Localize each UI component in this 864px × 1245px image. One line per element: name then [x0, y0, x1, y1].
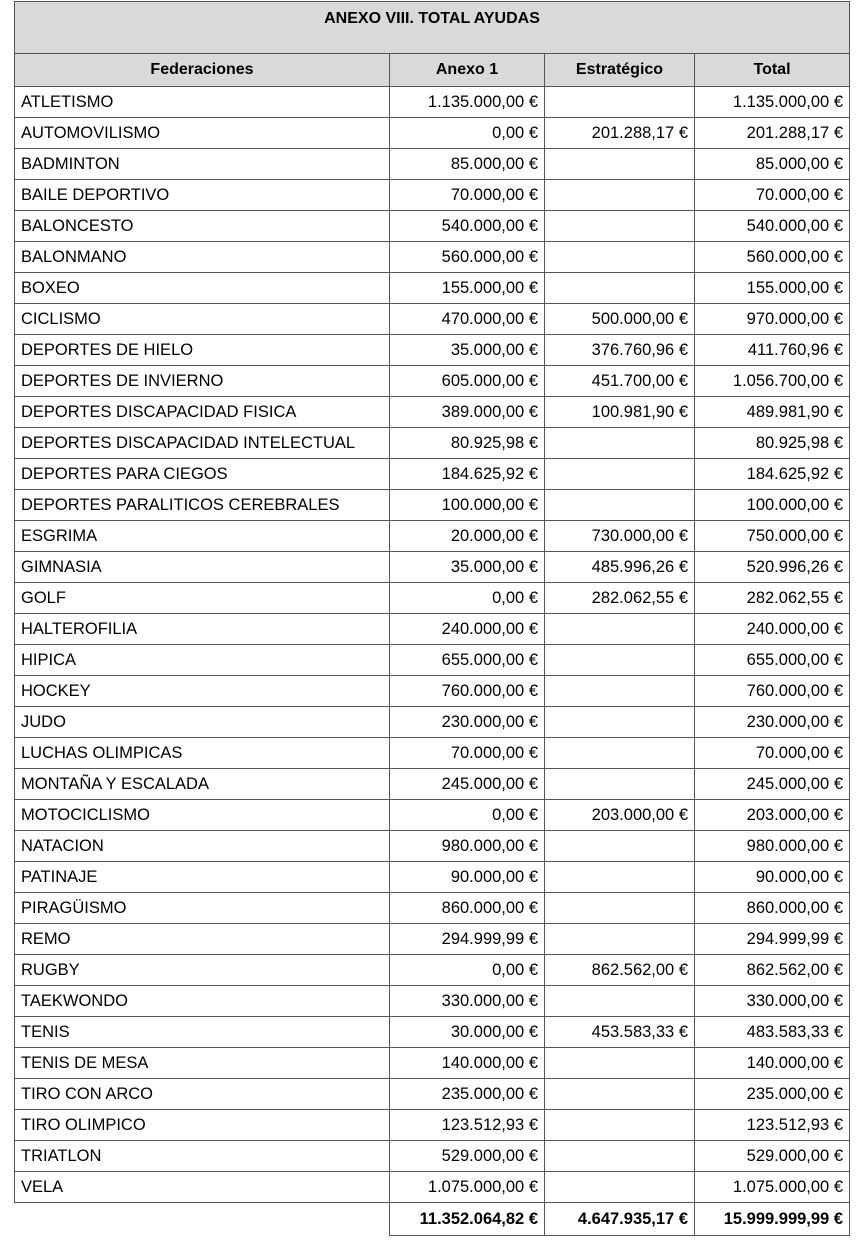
estrategico-cell [545, 273, 695, 304]
table-row [15, 118, 850, 149]
federacion-cell: BAILE DEPORTIVO [15, 180, 390, 211]
total-cell: 201.288,17 € [695, 118, 850, 149]
estrategico-cell: 453.583,33 € [545, 1017, 695, 1048]
federacion-cell: HALTEROFILIA [15, 614, 390, 645]
table-row [15, 1172, 850, 1203]
anexo-1-cell: 140.000,00 € [390, 1048, 545, 1079]
total-cell: 235.000,00 € [695, 1079, 850, 1110]
anexo-1-cell: 70.000,00 € [390, 180, 545, 211]
annex-document [14, 1, 849, 1236]
total-cell: 750.000,00 € [695, 521, 850, 552]
federacion-cell: TENIS [15, 1017, 390, 1048]
table-row [15, 583, 850, 614]
estrategico-cell [545, 1141, 695, 1172]
estrategico-cell [545, 614, 695, 645]
table-row [15, 397, 850, 428]
total-cell: 100.000,00 € [695, 490, 850, 521]
estrategico-cell: 282.062,55 € [545, 583, 695, 614]
total-cell: 489.981,90 € [695, 397, 850, 428]
federacion-cell: BALONCESTO [15, 211, 390, 242]
federacion-cell: RUGBY [15, 955, 390, 986]
title-row [15, 2, 850, 54]
federacion-cell: ESGRIMA [15, 521, 390, 552]
anexo-1-cell: 1.135.000,00 € [390, 87, 545, 118]
anexo-1-cell: 155.000,00 € [390, 273, 545, 304]
anexo-1-cell: 0,00 € [390, 955, 545, 986]
anexo-1-cell: 470.000,00 € [390, 304, 545, 335]
anexo-1-cell: 294.999,99 € [390, 924, 545, 955]
table-row [15, 769, 850, 800]
estrategico-cell: 500.000,00 € [545, 304, 695, 335]
column-header-anexo-1: Anexo 1 [390, 54, 545, 87]
table-row [15, 149, 850, 180]
anexo-1-cell: 35.000,00 € [390, 552, 545, 583]
federacion-cell: AUTOMOVILISMO [15, 118, 390, 149]
table-row [15, 87, 850, 118]
table-row [15, 645, 850, 676]
total-anexo-1: 11.352.064,82 € [390, 1203, 545, 1236]
estrategico-cell [545, 211, 695, 242]
federacion-cell: BOXEO [15, 273, 390, 304]
table-row [15, 459, 850, 490]
anexo-1-cell: 240.000,00 € [390, 614, 545, 645]
total-cell: 760.000,00 € [695, 676, 850, 707]
anexo-1-cell: 30.000,00 € [390, 1017, 545, 1048]
estrategico-cell: 862.562,00 € [545, 955, 695, 986]
table-row [15, 924, 850, 955]
total-cell: 483.583,33 € [695, 1017, 850, 1048]
estrategico-cell: 203.000,00 € [545, 800, 695, 831]
total-cell: 970.000,00 € [695, 304, 850, 335]
estrategico-cell [545, 831, 695, 862]
federacion-cell: TENIS DE MESA [15, 1048, 390, 1079]
total-cell: 655.000,00 € [695, 645, 850, 676]
federacion-cell: DEPORTES DISCAPACIDAD INTELECTUAL [15, 428, 390, 459]
anexo-1-cell: 35.000,00 € [390, 335, 545, 366]
anexo-1-cell: 184.625,92 € [390, 459, 545, 490]
table-row [15, 211, 850, 242]
total-cell: 411.760,96 € [695, 335, 850, 366]
total-cell: 230.000,00 € [695, 707, 850, 738]
federacion-cell: BALONMANO [15, 242, 390, 273]
table-row [15, 614, 850, 645]
table-row [15, 273, 850, 304]
federacion-cell: TAEKWONDO [15, 986, 390, 1017]
table-title: ANEXO VIII. TOTAL AYUDAS [15, 2, 850, 54]
total-estrategico: 4.647.935,17 € [545, 1203, 695, 1236]
estrategico-cell [545, 242, 695, 273]
anexo-1-cell: 860.000,00 € [390, 893, 545, 924]
total-cell: 80.925,98 € [695, 428, 850, 459]
federacion-cell: MOTOCICLISMO [15, 800, 390, 831]
estrategico-cell [545, 769, 695, 800]
estrategico-cell [545, 862, 695, 893]
table-row [15, 490, 850, 521]
federacion-cell: BADMINTON [15, 149, 390, 180]
federacion-cell: TRIATLON [15, 1141, 390, 1172]
federacion-cell: MONTAÑA Y ESCALADA [15, 769, 390, 800]
total-cell: 155.000,00 € [695, 273, 850, 304]
total-cell: 85.000,00 € [695, 149, 850, 180]
federacion-cell: VELA [15, 1172, 390, 1203]
anexo-1-cell: 560.000,00 € [390, 242, 545, 273]
federacion-cell: NATACION [15, 831, 390, 862]
estrategico-cell [545, 1110, 695, 1141]
total-cell: 282.062,55 € [695, 583, 850, 614]
estrategico-cell: 201.288,17 € [545, 118, 695, 149]
anexo-1-cell: 90.000,00 € [390, 862, 545, 893]
table-row [15, 831, 850, 862]
column-header-estrategico: Estratégico [545, 54, 695, 87]
anexo-1-cell: 389.000,00 € [390, 397, 545, 428]
grand-total: 15.999.999,99 € [695, 1203, 850, 1236]
anexo-1-cell: 85.000,00 € [390, 149, 545, 180]
federacion-cell: TIRO CON ARCO [15, 1079, 390, 1110]
table-row [15, 986, 850, 1017]
table-row [15, 955, 850, 986]
table-row [15, 1110, 850, 1141]
estrategico-cell: 376.760,96 € [545, 335, 695, 366]
total-cell: 1.135.000,00 € [695, 87, 850, 118]
total-cell: 330.000,00 € [695, 986, 850, 1017]
anexo-1-cell: 529.000,00 € [390, 1141, 545, 1172]
anexo-1-cell: 605.000,00 € [390, 366, 545, 397]
federacion-cell: HOCKEY [15, 676, 390, 707]
table-row [15, 738, 850, 769]
anexo-1-cell: 0,00 € [390, 583, 545, 614]
anexo-1-cell: 1.075.000,00 € [390, 1172, 545, 1203]
estrategico-cell [545, 676, 695, 707]
estrategico-cell [545, 490, 695, 521]
estrategico-cell [545, 428, 695, 459]
totals-row [15, 1203, 850, 1236]
federacion-cell: DEPORTES DE HIELO [15, 335, 390, 366]
federacion-cell: GOLF [15, 583, 390, 614]
table-row [15, 707, 850, 738]
estrategico-cell [545, 149, 695, 180]
total-cell: 70.000,00 € [695, 738, 850, 769]
estrategico-cell [545, 180, 695, 211]
estrategico-cell: 485.996,26 € [545, 552, 695, 583]
anexo-1-cell: 0,00 € [390, 800, 545, 831]
federacion-cell: PIRAGÜISMO [15, 893, 390, 924]
estrategico-cell [545, 1048, 695, 1079]
total-cell: 184.625,92 € [695, 459, 850, 490]
table-row [15, 893, 850, 924]
table-row [15, 1141, 850, 1172]
aid-table [14, 1, 850, 1236]
table-row [15, 366, 850, 397]
total-cell: 980.000,00 € [695, 831, 850, 862]
table-row [15, 552, 850, 583]
estrategico-cell [545, 738, 695, 769]
total-cell: 529.000,00 € [695, 1141, 850, 1172]
anexo-1-cell: 80.925,98 € [390, 428, 545, 459]
anexo-1-cell: 330.000,00 € [390, 986, 545, 1017]
total-cell: 294.999,99 € [695, 924, 850, 955]
table-row [15, 1017, 850, 1048]
total-cell: 860.000,00 € [695, 893, 850, 924]
federacion-cell: CICLISMO [15, 304, 390, 335]
estrategico-cell [545, 1079, 695, 1110]
total-cell: 540.000,00 € [695, 211, 850, 242]
table-row [15, 242, 850, 273]
federacion-cell: REMO [15, 924, 390, 955]
table-row [15, 521, 850, 552]
total-cell: 90.000,00 € [695, 862, 850, 893]
table-row [15, 304, 850, 335]
federacion-cell: DEPORTES DISCAPACIDAD FISICA [15, 397, 390, 428]
anexo-1-cell: 70.000,00 € [390, 738, 545, 769]
estrategico-cell [545, 87, 695, 118]
federacion-cell: JUDO [15, 707, 390, 738]
anexo-1-cell: 655.000,00 € [390, 645, 545, 676]
anexo-1-cell: 100.000,00 € [390, 490, 545, 521]
totals-label-cell [15, 1203, 390, 1236]
total-cell: 1.056.700,00 € [695, 366, 850, 397]
federacion-cell: DEPORTES DE INVIERNO [15, 366, 390, 397]
total-cell: 862.562,00 € [695, 955, 850, 986]
anexo-1-cell: 235.000,00 € [390, 1079, 545, 1110]
total-cell: 240.000,00 € [695, 614, 850, 645]
federacion-cell: LUCHAS OLIMPICAS [15, 738, 390, 769]
federacion-cell: TIRO OLIMPICO [15, 1110, 390, 1141]
column-header-federaciones: Federaciones [15, 54, 390, 87]
total-cell: 560.000,00 € [695, 242, 850, 273]
table-row [15, 1048, 850, 1079]
table-row [15, 800, 850, 831]
total-cell: 520.996,26 € [695, 552, 850, 583]
estrategico-cell [545, 893, 695, 924]
total-cell: 70.000,00 € [695, 180, 850, 211]
table-row [15, 676, 850, 707]
table-row [15, 180, 850, 211]
anexo-1-cell: 245.000,00 € [390, 769, 545, 800]
estrategico-cell: 451.700,00 € [545, 366, 695, 397]
anexo-1-cell: 0,00 € [390, 118, 545, 149]
total-cell: 123.512,93 € [695, 1110, 850, 1141]
estrategico-cell [545, 707, 695, 738]
federacion-cell: DEPORTES PARA CIEGOS [15, 459, 390, 490]
estrategico-cell [545, 645, 695, 676]
total-cell: 245.000,00 € [695, 769, 850, 800]
anexo-1-cell: 980.000,00 € [390, 831, 545, 862]
table-body [15, 87, 850, 1203]
estrategico-cell: 730.000,00 € [545, 521, 695, 552]
table-row [15, 335, 850, 366]
estrategico-cell: 100.981,90 € [545, 397, 695, 428]
federacion-cell: GIMNASIA [15, 552, 390, 583]
total-cell: 140.000,00 € [695, 1048, 850, 1079]
estrategico-cell [545, 1172, 695, 1203]
estrategico-cell [545, 986, 695, 1017]
column-header-total: Total [695, 54, 850, 87]
anexo-1-cell: 230.000,00 € [390, 707, 545, 738]
anexo-1-cell: 20.000,00 € [390, 521, 545, 552]
total-cell: 203.000,00 € [695, 800, 850, 831]
table-row [15, 428, 850, 459]
federacion-cell: PATINAJE [15, 862, 390, 893]
total-cell: 1.075.000,00 € [695, 1172, 850, 1203]
anexo-1-cell: 123.512,93 € [390, 1110, 545, 1141]
header-row [15, 54, 850, 87]
federacion-cell: DEPORTES PARALITICOS CEREBRALES [15, 490, 390, 521]
estrategico-cell [545, 459, 695, 490]
estrategico-cell [545, 924, 695, 955]
table-row [15, 862, 850, 893]
anexo-1-cell: 540.000,00 € [390, 211, 545, 242]
federacion-cell: ATLETISMO [15, 87, 390, 118]
table-row [15, 1079, 850, 1110]
federacion-cell: HIPICA [15, 645, 390, 676]
anexo-1-cell: 760.000,00 € [390, 676, 545, 707]
